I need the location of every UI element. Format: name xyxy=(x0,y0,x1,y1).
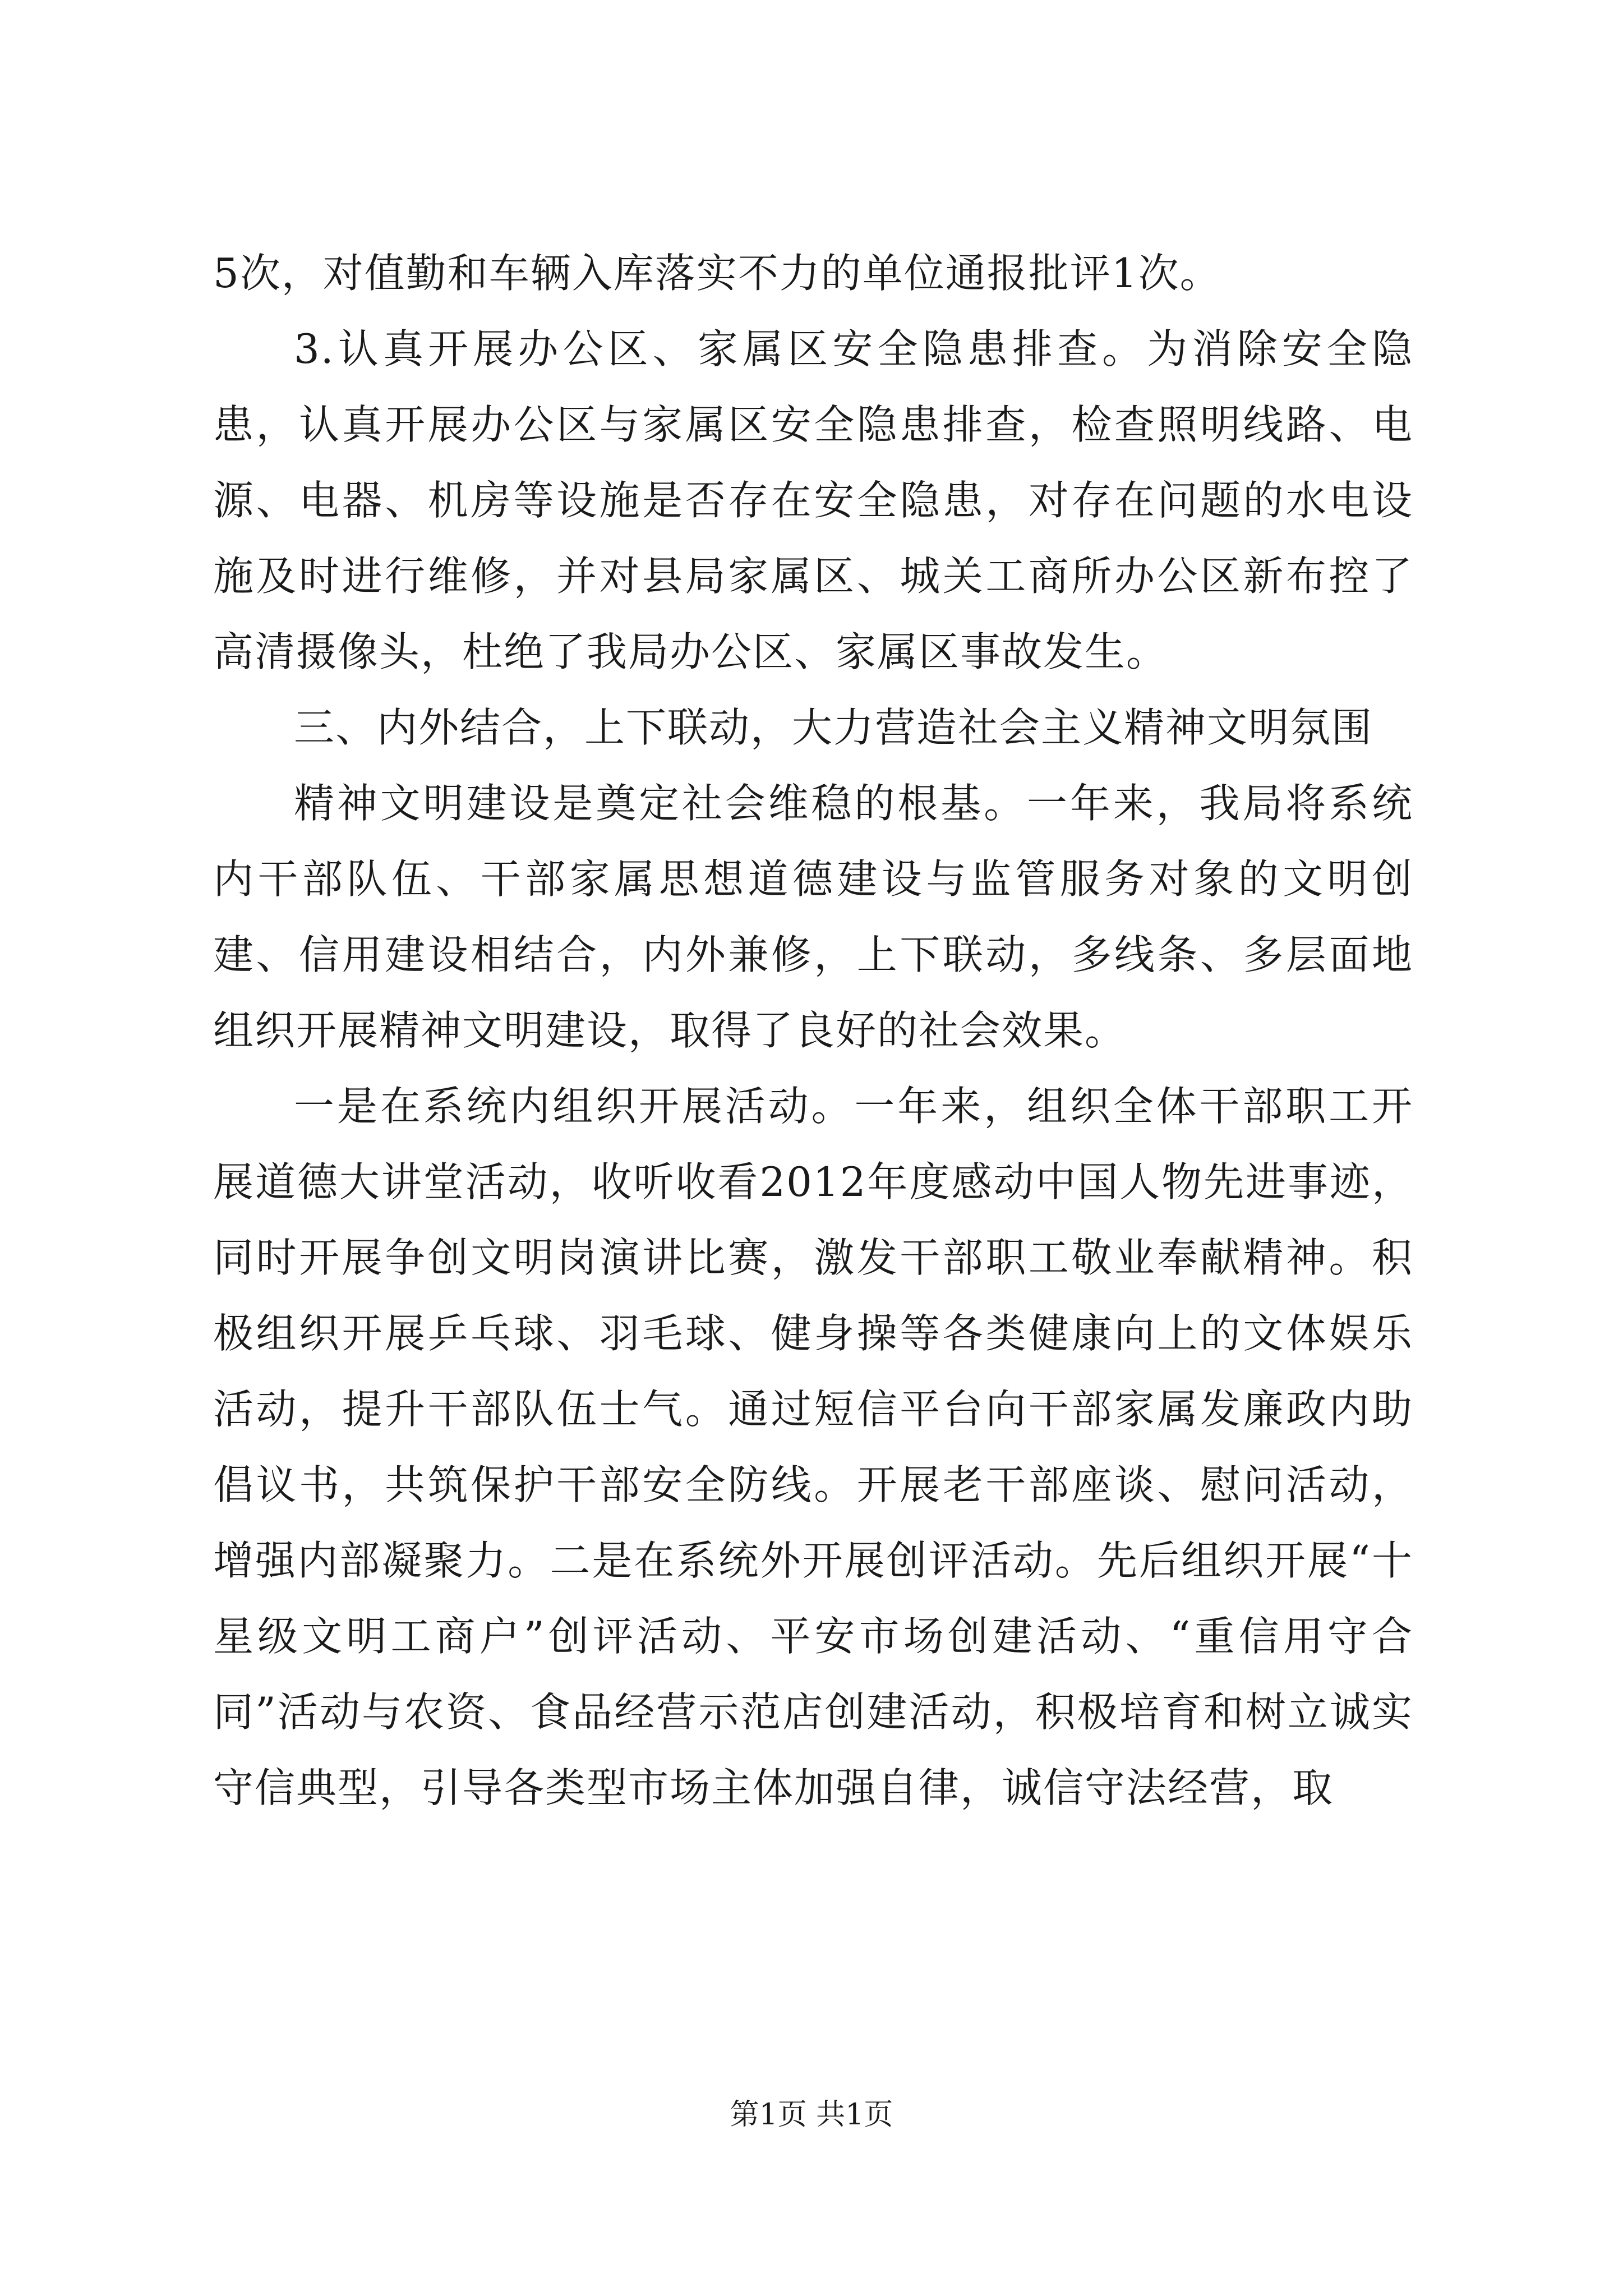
paragraph-4: 一是在系统内组织开展活动。一年来，组织全体干部职工开展道德大讲堂活动，收听收看2012年度感动中国人物先进事迹，同时开展争创文明岗演讲比赛，激发干部职工敬业奉献精神。积极组织开展乒乓球、羽毛球、健身操等各类健康向上的文体娱乐活动，提升干部队伍士气。通过短信平台向干部家属发廉政内助倡议书，共筑保护干部安全防线。开展老干部座谈、慰问活动，增强内部凝聚力。二是在系统外开展创评活动。先后组织开展“十星级文明工商户”创评活动、平安市场创建活动、“重信用守合同”活动与农资、食品经营示范店创建活动，积极培育和树立诚实守信典型，引导各类型市场主体加强自律，诚信守法经营，取 xyxy=(213,1083,1413,1811)
page-footer: 第1页 共1页 xyxy=(730,2098,893,2132)
paragraph-2: 3.认真开展办公区、家属区安全隐患排查。为消除安全隐患，认真开展办公区与家属区安全隐患排查，检查照明线路、电源、电器、机房等设施是否存在安全隐患，对存在问题的水电设施及时进行维修，并对县局家属区、城关工商所办公区新布控了高清摄像头，杜绝了我局办公区、家属区事故发生。 xyxy=(213,325,1413,675)
paragraph-1: 5次，对值勤和车辆入库落实不力的单位通报批评1次。 xyxy=(213,250,1221,297)
section-heading: 三、内外结合，上下联动，大力营造社会主义精神文明氛围 xyxy=(294,704,1373,751)
paragraph-3: 精神文明建设是奠定社会维稳的根基。一年来，我局将系统内干部队伍、干部家属思想道德建设与监管服务对象的文明创建、信用建设相结合，内外兼修，上下联动，多线条、多层面地组织开展精神文明建设，取得了良好的社会效果。 xyxy=(213,780,1413,1054)
document-body xyxy=(213,236,1413,1826)
